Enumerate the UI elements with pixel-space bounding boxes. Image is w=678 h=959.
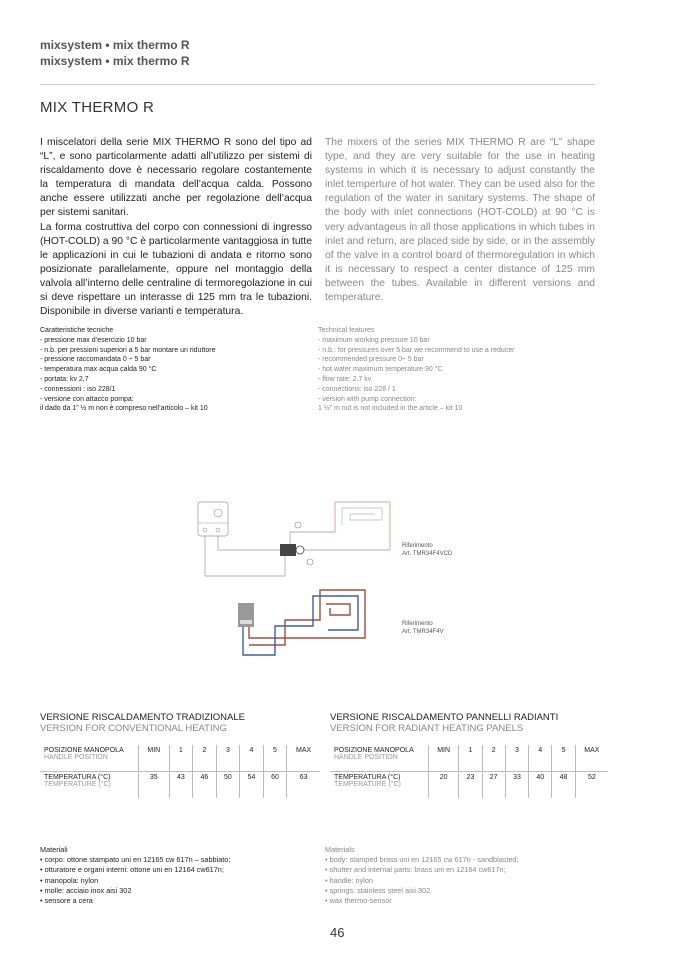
- radiant-coil-top: [335, 502, 390, 550]
- list-item: - versione con attacco pompa:: [40, 395, 134, 403]
- cell: 40: [529, 772, 552, 799]
- cell: MIN: [429, 745, 459, 772]
- header-divider: [40, 84, 595, 85]
- cell: 63: [287, 772, 320, 799]
- cell: 1: [169, 745, 193, 772]
- cell: 20: [429, 772, 459, 799]
- cell: 60: [263, 772, 287, 799]
- cell: 43: [169, 772, 193, 799]
- row-label-en: TEMPERATURE (°C): [44, 781, 111, 788]
- materials-it-title: Materiali: [40, 845, 68, 854]
- list-item: • body: stamped brass uni en 12165 cw 617n - sandblasted;: [325, 855, 519, 865]
- cell: 23: [459, 772, 482, 799]
- table1-title-en: VERSION FOR CONVENTIONAL HEATING: [40, 723, 227, 734]
- table2-heading: [330, 712, 558, 734]
- cell: 5: [552, 745, 575, 772]
- cell: 2: [193, 745, 217, 772]
- page-number: 46: [330, 925, 345, 940]
- materials-en-title: Materials: [325, 845, 355, 854]
- cell: 50: [216, 772, 240, 799]
- list-item: • molle: acciaio inox aisi 302: [40, 885, 132, 895]
- cell: 3: [505, 745, 528, 772]
- cell: MAX: [287, 745, 320, 772]
- cell: 4: [529, 745, 552, 772]
- table-row: [40, 745, 320, 772]
- reference-1: [402, 542, 452, 558]
- electric-boiler-icon: [238, 603, 254, 627]
- running-header-sub: mixsystem • mix thermo R: [40, 54, 190, 68]
- list-item: - flow rate: 2.7 kv: [318, 375, 372, 383]
- table-row: [330, 745, 608, 772]
- intro-it-p1: I miscelatori della serie MIX THERMO R sono del tipo ad “L”, e sono particolarmente adatti all’utilizzo per sistemi di riscaldamento dove è necessario regolare costantemente la temperatura di mandata dell’acqua calda. Possono anche essere utilizzati anche per regolazione dell’acqua per sistemi sanitari.: [40, 137, 312, 219]
- cell: 54: [240, 772, 264, 799]
- tech-features-it: [40, 326, 215, 414]
- list-item: - connessioni : iso 228/1: [40, 385, 116, 393]
- list-item: - temperatura max acqua calda 90 °C: [40, 366, 157, 374]
- row-label: POSIZIONE MANOPOLA: [44, 747, 124, 754]
- list-item: • manopola: nylon: [40, 875, 99, 885]
- list-item: • sensore a cera: [40, 896, 93, 906]
- intro-italian: [40, 136, 312, 319]
- list-item: • wax thermo-sensor: [325, 896, 392, 906]
- list-item: - maximum working pressure 10 bar: [318, 336, 430, 344]
- ref2-article: Art. TMR34F4V: [402, 629, 444, 635]
- list-item: - n.b. per pressioni superiori a 5 bar montare un riduttore: [40, 346, 216, 354]
- table1-title-it: VERSIONE RISCALDAMENTO TRADIZIONALE: [40, 712, 245, 723]
- row-label-en: HANDLE POSITION: [334, 754, 398, 761]
- list-item: - portata: kv 2,7: [40, 375, 89, 383]
- thermometer-icon: [295, 522, 301, 528]
- cell: 3: [216, 745, 240, 772]
- cell: 35: [139, 772, 170, 799]
- list-item: - recommended pressure 0÷ 5 bar: [318, 356, 424, 364]
- ref1-article: Art. TMR34F4VCD: [402, 551, 453, 557]
- cell: 4: [240, 745, 264, 772]
- tech-en-title: Technical features: [318, 327, 375, 334]
- row-label: TEMPERATURA (°C): [334, 774, 401, 781]
- list-item: • springs: stainless steel aisi 302: [325, 885, 431, 895]
- cell: 1: [459, 745, 482, 772]
- cell: 2: [482, 745, 505, 772]
- cell: MAX: [575, 745, 608, 772]
- page-title: MIX THERMO R: [40, 99, 155, 116]
- list-item: - pressione max d’esercizio 10 bar: [40, 336, 147, 344]
- table2-title-it: VERSIONE RISCALDAMENTO PANNELLI RADIANTI: [330, 712, 559, 723]
- list-item: - hot water maximum temperature 90 °C: [318, 366, 443, 374]
- mixing-valve-icon: [280, 544, 304, 556]
- reference-2: [402, 620, 444, 636]
- list-item: • corpo: ottone stampato uni en 12165 cw 617n – sabbiato;: [40, 855, 231, 865]
- list-item: - pressione raccomandata 0 ÷ 5 bar: [40, 356, 151, 364]
- ref2-label: Riferimento: [402, 621, 433, 627]
- cell: 33: [505, 772, 528, 799]
- installation-diagram: [180, 480, 500, 690]
- list-item: - n.b.: for pressures over 5 bar we recommend to use a reducer: [318, 346, 515, 354]
- list-item: - version with pump connection:: [318, 395, 417, 403]
- cell: 48: [552, 772, 575, 799]
- intro-en-p: The mixers of the series MIX THERMO R are “L” shape type, and they are very suitable for the use in heating systems in which it is necessary to adjust constantly the inlet temperture of hot water. They can be used also for the regulation of the water in sanitary systems. The shape of the body with inlet connections (HOT-COLD) at 90 °C is very advantageus in all those applications in which tubes in inlet and return, are placed side by side, or in the assembly of the valve in a control board of thermoregulation in which it is necessary to respect a center distance of 125 mm between the tubes. Available in different versions and temperature.: [325, 137, 595, 304]
- row-label: TEMPERATURA (°C): [44, 774, 111, 781]
- table1-heading: [40, 712, 245, 734]
- list-item: il dado da 1” ½ m non è compreso nell’articolo – kit 10: [40, 405, 208, 413]
- row-label-en: HANDLE POSITION: [44, 754, 108, 761]
- cell: 52: [575, 772, 608, 799]
- list-item: - connections: iso 228 / 1: [318, 385, 396, 393]
- table-radiant-heating: [330, 745, 608, 798]
- list-item: • shutter and internal parts: brass uni en 12164 cw617n;: [325, 865, 506, 875]
- ref1-label: Riferimento: [402, 543, 433, 549]
- materials-en: [325, 845, 519, 906]
- running-header: mixsystem • mix thermo R: [40, 38, 190, 52]
- cell: 27: [482, 772, 505, 799]
- table-row: [330, 772, 608, 799]
- intro-english: [325, 136, 595, 305]
- table-conventional-heating: [40, 745, 320, 798]
- list-item: 1 ½” m nut is not included in the article – kit 10: [318, 405, 463, 413]
- cell: 46: [193, 772, 217, 799]
- intro-it-p2: La forma costruttiva del corpo con connessioni di ingresso (HOT-COLD) a 90 °C è particolarmente vantaggiosa in tutte le applicazioni in cui le tubazioni di andata e ritorno sono posizionate parallelamente, oppure nel montaggio della valvola all’interno delle centraline di termoregolazione in cui si deve rispettare un interasse di 125 mm tra le tubazioni. Disponibile in diverse varianti e temperatura.: [40, 221, 312, 318]
- cell: 5: [263, 745, 287, 772]
- list-item: • otturatore e organi interni: ottone uni en 12164 cw617n;: [40, 865, 224, 875]
- table2-title-en: VERSION FOR RADIANT HEATING PANELS: [330, 723, 524, 734]
- row-label-en: TEMPERATURE (°C): [334, 781, 401, 788]
- tech-it-title: Caratteristiche tecniche: [40, 327, 114, 334]
- pump-icon: [307, 559, 313, 565]
- boiler-icon: [198, 502, 228, 536]
- row-label: POSIZIONE MANOPOLA: [334, 747, 414, 754]
- table-row: [40, 772, 320, 799]
- materials-it: [40, 845, 230, 906]
- radiant-coil-bottom: [243, 590, 365, 655]
- list-item: • handle: nylon: [325, 875, 373, 885]
- cell: MIN: [139, 745, 170, 772]
- piping-lines: [205, 502, 390, 576]
- tech-features-en: [318, 326, 514, 414]
